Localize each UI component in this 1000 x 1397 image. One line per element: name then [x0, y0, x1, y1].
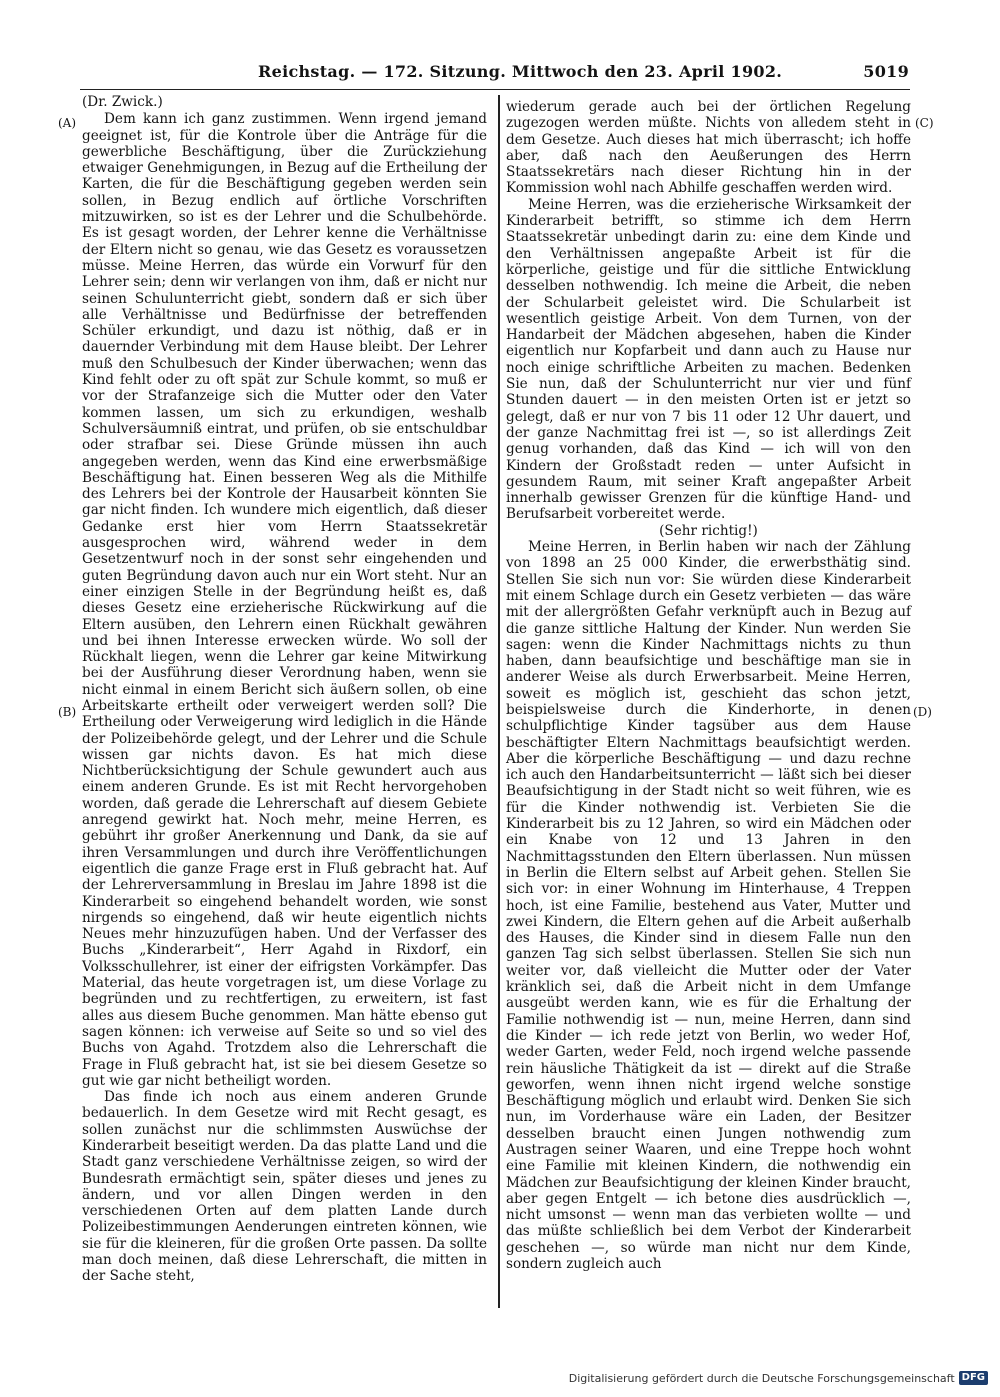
- margin-mark-a: (A): [58, 116, 77, 130]
- funding-text: Digitalisierung gefördert durch die Deutsche Forschungsgemeinschaft: [568, 1371, 955, 1385]
- footer-funding-note: [569, 1369, 988, 1387]
- right-paragraph-3: Meine Herren, in Berlin haben wir nach der Zählung von 1898 an 25 000 Kinder, die erwerbsthätig sind. Stellen Sie sich nun vor: Sie würden diese Kinderarbeit mit einem Schlage durch ein Gesetz verbieten — das wäre mit der allergrößten Gefahr verknüpft auch in Bezug auf die ganze sittliche Haltung der Kinder. Nun werden Sie sagen: wenn die Kinder Nachmittags nichts zu thun haben, dann beaufsichtige und beschäftige man sie in anderer Weise als durch Erwerbsarbeit. Meine Herren, soweit es möglich ist, geschieht das schon jetzt, beispielsweise durch die Kinderhorte, in denen schulpflichtige Kinder tagsüber aus dem Hause beschäftigter Eltern Nachmittags beaufsichtigt werden. Aber die körperliche Beschäftigung — und dazu rechne ich auch den Handarbeitsunterricht — läßt sich bei dieser Beaufsichtigung in der Stadt nicht so weit führen, wie es für die Kinder nothwendig ist. Verbieten Sie die Kinderarbeit bis zu 12 Jahren, so wird ein Mädchen oder ein Knabe von 12 und 13 Jahren in den Nachmittagsstunden den Eltern überlassen. Nun müssen in Berlin die Eltern selbst auf Arbeit gehen. Stellen Sie sich vor: in einer Wohnung im Hinterhause, 4 Treppen hoch, ist eine Familie, bestehend aus Vater, Mutter und zwei Kindern, die Eltern gehen auf die Arbeit außerhalb des Hauses, die Kinder sind in diesem Falle nun den ganzen Tag sich selbst überlassen. Stellen Sie sich nun weiter vor, daß vielleicht die Mutter oder der Vater kränklich sei, daß die Arbeit nicht in dem Umfange ausgeübt werden kann, wie es für die Erhaltung der Familie nothwendig ist — nun, meine Herren, dann sind die Kinder — ich rede jetzt von Berlin, wo weder Hof, weder Garten, weder Feld, noch irgend welche passende rein häusliche Thätigkeit da ist — direkt auf die Straße geworfen, wenn ihnen nicht irgend welche sonstige Beschäftigung möglich und erlaubt wird. Denken Sie sich nun, im Vorderhause wäre ein Laden, der Besitzer desselben braucht einen Jungen nothwendig zum Austragen seiner Waaren, und eine Treppe hoch wohnt eine Familie mit kleinen Kindern, die nothwendig ein Mädchen zur Beaufsichtigung der kleinen Kinder braucht, aber gegen Entgelt — ich betone dies ausdrücklich —, nicht umsonst — wenn man das verbieten wollte — und das müßte schließlich bei dem Verbot der Kinderarbeit geschehen —, so würde man nicht nur dem Kinde, sondern zugleich auch: [506, 539, 911, 1273]
- right-paragraph-1: wiederum gerade auch bei der örtlichen Regelung zugezogen werden müßte. Nichts von alledem steht in dem Gesetze. Auch dieses hat mich überrascht; ich hoffe aber, daß nach den Aeußerungen des Herrn Staatssekretärs nach dieser Richtung hin in der Kommission wohl nach Abhilfe geschaffen werden wird.: [506, 99, 911, 197]
- dfg-logo: DFG: [959, 1371, 988, 1385]
- margin-mark-d: (D): [913, 705, 932, 719]
- interjection: (Sehr richtig!): [659, 522, 758, 539]
- margin-mark-c: (C): [915, 116, 934, 130]
- margin-mark-b: (B): [58, 705, 77, 719]
- left-paragraph-1: Dem kann ich ganz zustimmen. Wenn irgend jemand geeignet ist, für die Kontrole über die Anträge für die gewerbliche Beschäftigung, über die Zurückziehung etwaiger Genehmigungen, in Bezug auf die Ertheilung der Karten, die für die Beschäftigung gegeben werden sein sollen, in Bezug endlich auf örtliche Vorschriften mitzuwirken, so ist es der Lehrer und die Schulbehörde. Es ist gesagt worden, der Lehrer kenne die Verhältnisse der Eltern nicht so genau, wie das Gesetz es voraussetzen müsse. Meine Herren, das würde ein Vorwurf für den Lehrer sein; denn wir verlangen von ihm, daß er nicht nur seinen Schulunterricht giebt, sondern daß er sich über alle Verhältnisse und Bedürfnisse der betreffenden Schüler erkundigt, und dazu ist nöthig, daß er in dauernder Verbindung mit dem Hause bleibt. Der Lehrer muß den Schulbesuch der Kinder überwachen; wenn das Kind fehlt oder zu oft spät zur Schule kommt, so muß er vor der Strafanzeige sich die Mutter oder den Vater kommen lassen, um sich zu erkundigen, weshalb Schulversäumniß eintrat, und prüfen, ob sie entschuldbar oder strafbar sei. Diese Gründe müssen ihn auch angegeben werden, wenn das Kind eine erwerbsmäßige Beschäftigung hat. Einen besseren Weg als die Mithilfe des Lehrers bei der Kontrole der Hausarbeit könnten Sie gar nicht finden. Ich wundere mich eigentlich, daß dieser Gedanke erst hier vom Herrn Staatssekretär ausgesprochen wird, während weder in dem Gesetzentwurf noch in der sonst sehr eingehenden und guten Begründung davon auch nur ein Wort steht. Nur an einer einzigen Stelle in der Begründung heißt es, daß dieses Gesetz eine erzieherische Rückwirkung auf die Eltern ausüben, den Lehrern einen Rückhalt gewähren und bei ihnen Interesse erwecken würde. Wo soll der Rückhalt liegen, wenn die Lehrer gar keine Mitwirkung bei der Ausführung dieser Verordnung haben, wenn sie nicht einmal in einem Bericht sich äußern sollen, ob eine Arbeitskarte ertheilt oder verweigert werden soll? Die Ertheilung oder Verweigerung wird lediglich in die Hände der Polizeibehörde gelegt, und der Lehrer und die Schule wissen gar nichts davon. Es hat mich diese Nichtberücksichtigung der Schule gewundert auch aus einem anderen Grunde. Es ist mit Recht hervorgehoben worden, daß gerade die Lehrerschaft auf diesem Gebiete anregend gewirkt hat. Noch mehr, meine Herren, es gebührt ihr großer Anerkennung und Dank, da sie auf ihren Versammlungen und durch ihre Veröffentlichungen eigentlich die ganze Frage erst in Fluß gebracht hat. Auf der Lehrerversammlung in Breslau im Jahre 1898 ist die Kinderarbeit so eingehend behandelt worden, wie sonst nirgends so eingehend, daß wir heute eigentlich nichts Neues mehr hinzuzufügen haben. Und der Verfasser des Buchs „Kinderarbeit“, Herr Agahd in Rixdorf, ein Volksschullehrer, ist einer der eifrigsten Vorkämpfer. Das Material, das heute vorgetragen ist, um diese Vorlage zu begründen und zu rechtfertigen, zu erweitern, ist fast alles aus diesem Buche genommen. Man hätte ebenso gut sagen können: ich verweise auf Seite so und so viel des Buchs von Agahd. Trotzdem also die Lehrerschaft die Frage in Fluß gebracht hat, ist sie bei diesem Gesetze so gut wie gar nicht betheiligt worden.: [82, 111, 487, 1089]
- column-divider: [498, 95, 500, 1308]
- running-header: [258, 62, 908, 88]
- right-column: [506, 99, 911, 1272]
- header-rule: [80, 89, 910, 90]
- page-number: 5019: [863, 62, 909, 81]
- right-paragraph-2: Meine Herren, was die erzieherische Wirksamkeit der Kinderarbeit betrifft, so stimme ich dem Herrn Staatssekretär unbedingt darin zu: eine dem Kinde und den Verhältnissen angepaßte Arbeit ist für die körperliche, geistige und für die sittliche Entwicklung desselben nothwendig. Ich meine die Arbeit, die neben der Schularbeit geleistet wird. Die Schularbeit ist wesentlich geistige Arbeit. Von dem Turnen, von der Handarbeit der Mädchen abgesehen, haben die Kinder eigentlich nur Kopfarbeit und dann auch zu Hause nur noch einige schriftliche Arbeiten zu machen. Bedenken Sie nun, daß der Schulunterricht nur vier und fünf Stunden dauert — in den meisten Orten ist er jetzt so gelegt, daß er nur von 7 bis 11 oder 12 Uhr dauert, und der ganze Nachmittag frei ist —, so ist allerdings Zeit genug vorhanden, daß das Kind — ich will von den Kindern der Großstadt reden — unter Aufsicht in gesundem Raum, mit seiner Kraft angepaßter Arbeit innerhalb gewisser Grenzen für die künftige Hand- und Berufsarbeit vorbereitet werde.: [506, 196, 911, 523]
- left-paragraph-2: Das finde ich noch aus einem anderen Grunde bedauerlich. In dem Gesetze wird mit Recht gesagt, es sollen zunächst nur die schlimmsten Auswüchse der Kinderarbeit beseitigt werden. Da das platte Land und die Stadt ganz verschiedene Verhältnisse zeigen, so wird der Bundesrath ermächtigt sein, später dieses und jenes zu ändern, und vor allen Dingen werden in den verschiedenen Orten auf dem platten Lande durch Polizeibestimmungen Aenderungen eintreten können, wie sie für die kleineren, für die großen Orte passen. Da sollte man doch meinen, daß diese Lehrerschaft, die mitten in der Sache steht,: [82, 1089, 487, 1285]
- header-title: Reichstag. — 172. Sitzung. Mittwoch den 23. April 1902.: [258, 62, 783, 81]
- speaker-label: (Dr. Zwick.): [82, 94, 163, 110]
- left-column: [82, 94, 487, 1285]
